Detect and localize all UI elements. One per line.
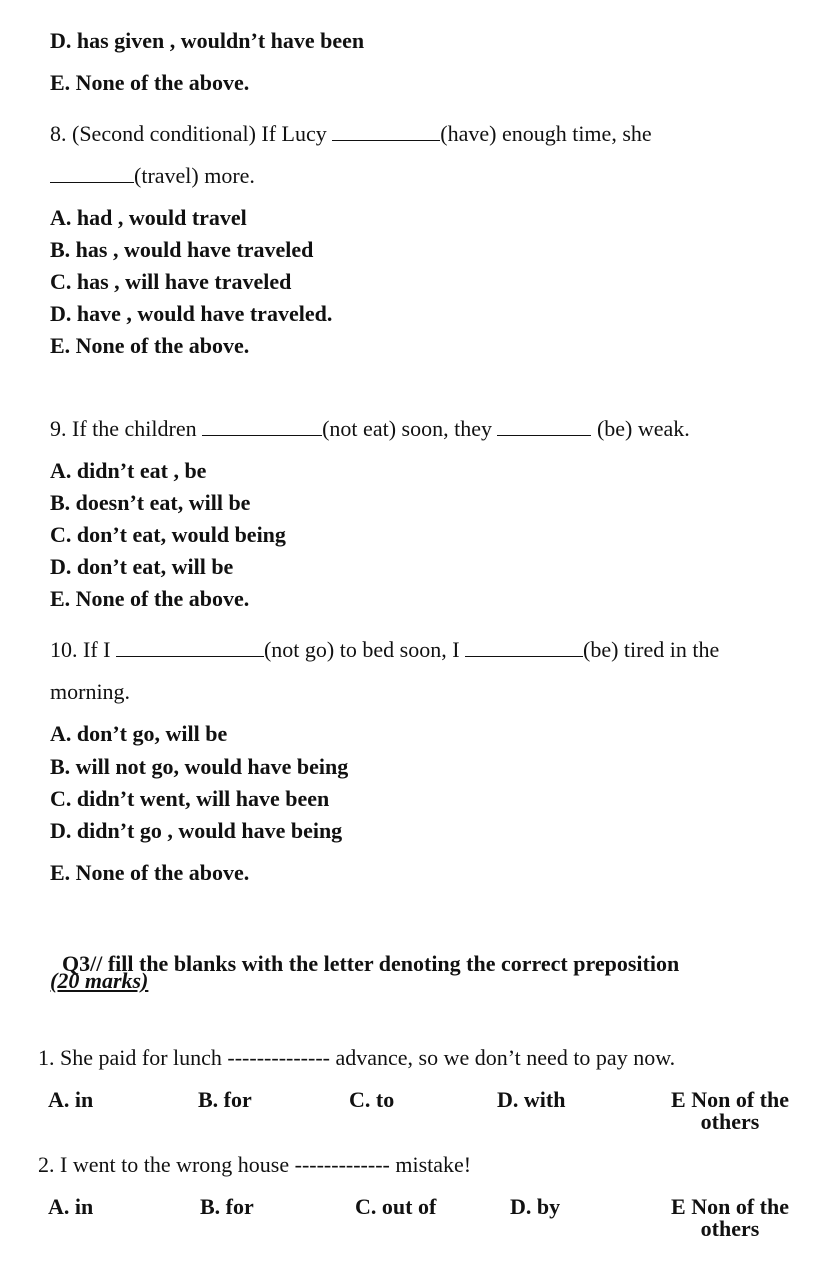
q9-option-e: E. None of the above. <box>50 586 250 611</box>
q8-blank-2 <box>50 180 134 183</box>
q10-stem-part1: 10. If I <box>50 637 116 662</box>
q3-item2-choice-d: D. by <box>510 1194 561 1219</box>
q7-option-d: D. has given , wouldn’t have been <box>50 28 365 53</box>
q3-item1-choice-b: B. for <box>198 1087 252 1112</box>
q9-option-d: D. don’t eat, will be <box>50 554 234 579</box>
q10-option-e: E. None of the above. <box>50 860 250 885</box>
q8-stem-line1 <box>50 121 652 147</box>
q3-item1-choice-c: C. to <box>349 1087 395 1112</box>
q9-option-c: C. don’t eat, would being <box>50 522 286 547</box>
q8-option-a: A. had , would travel <box>50 205 247 230</box>
q8-option-b: B. has , would have traveled <box>50 237 314 262</box>
q9-option-b: B. doesn’t eat, will be <box>50 490 251 515</box>
q3-item1-stem: 1. She paid for lunch -------------- advance, so we don’t need to pay now. <box>38 1045 676 1070</box>
q10-option-a: A. don’t go, will be <box>50 721 228 746</box>
q3-item2-choice-e: E Non of the others <box>671 1194 789 1241</box>
q10-stem-part2: (not go) to bed soon, I <box>263 637 466 662</box>
q9-stem-part1: 9. If the children <box>50 416 203 441</box>
q10-stem-line1 <box>50 637 719 663</box>
q8-option-d: D. have , would have traveled. <box>50 301 333 326</box>
q9-blank-1 <box>202 433 322 436</box>
q8-option-c: C. has , will have traveled <box>50 269 292 294</box>
q7-option-e: E. None of the above. <box>50 70 250 95</box>
q3-item2-choice-b: B. for <box>200 1194 254 1219</box>
q8-stem-part1: 8. (Second conditional) If Lucy <box>50 121 333 146</box>
q9-stem-part2: (not eat) soon, they <box>322 416 498 441</box>
q9-stem <box>50 416 690 442</box>
q8-blank-1 <box>332 138 440 141</box>
q10-stem-line2: morning. <box>50 679 131 704</box>
q3-item2-choice-c: C. out of <box>355 1194 437 1219</box>
q8-option-e: E. None of the above. <box>50 333 250 358</box>
q8-stem-part2: (have) enough time, she <box>440 121 652 146</box>
q9-option-a: A. didn’t eat , be <box>50 458 207 483</box>
q10-blank-1 <box>116 654 264 657</box>
q9-stem-part3: (be) weak. <box>591 416 690 441</box>
q10-blank-2 <box>465 654 583 657</box>
q8-stem-line2 <box>50 163 255 189</box>
q3-item1-choice-a: A. in <box>48 1087 94 1112</box>
q3-heading: Q3// fill the blanks with the letter denoting the correct preposition <box>62 951 680 976</box>
q9-blank-2 <box>497 433 591 436</box>
q10-option-d: D. didn’t go , would have being <box>50 818 343 843</box>
q10-option-b: B. will not go, would have being <box>50 754 349 779</box>
q10-stem-part3: (be) tired in the <box>583 637 720 662</box>
q3-item1-choice-e: E Non of the others <box>671 1087 789 1134</box>
q3-item2-stem: 2. I went to the wrong house ------------- mistake! <box>38 1152 472 1177</box>
q3-item2-choice-a: A. in <box>48 1194 94 1219</box>
q3-marks: (20 marks) <box>50 968 149 993</box>
q3-item1-choice-d: D. with <box>497 1087 566 1112</box>
q8-stem-part3: (travel) more. <box>134 163 255 188</box>
q10-option-c: C. didn’t went, will have been <box>50 786 330 811</box>
